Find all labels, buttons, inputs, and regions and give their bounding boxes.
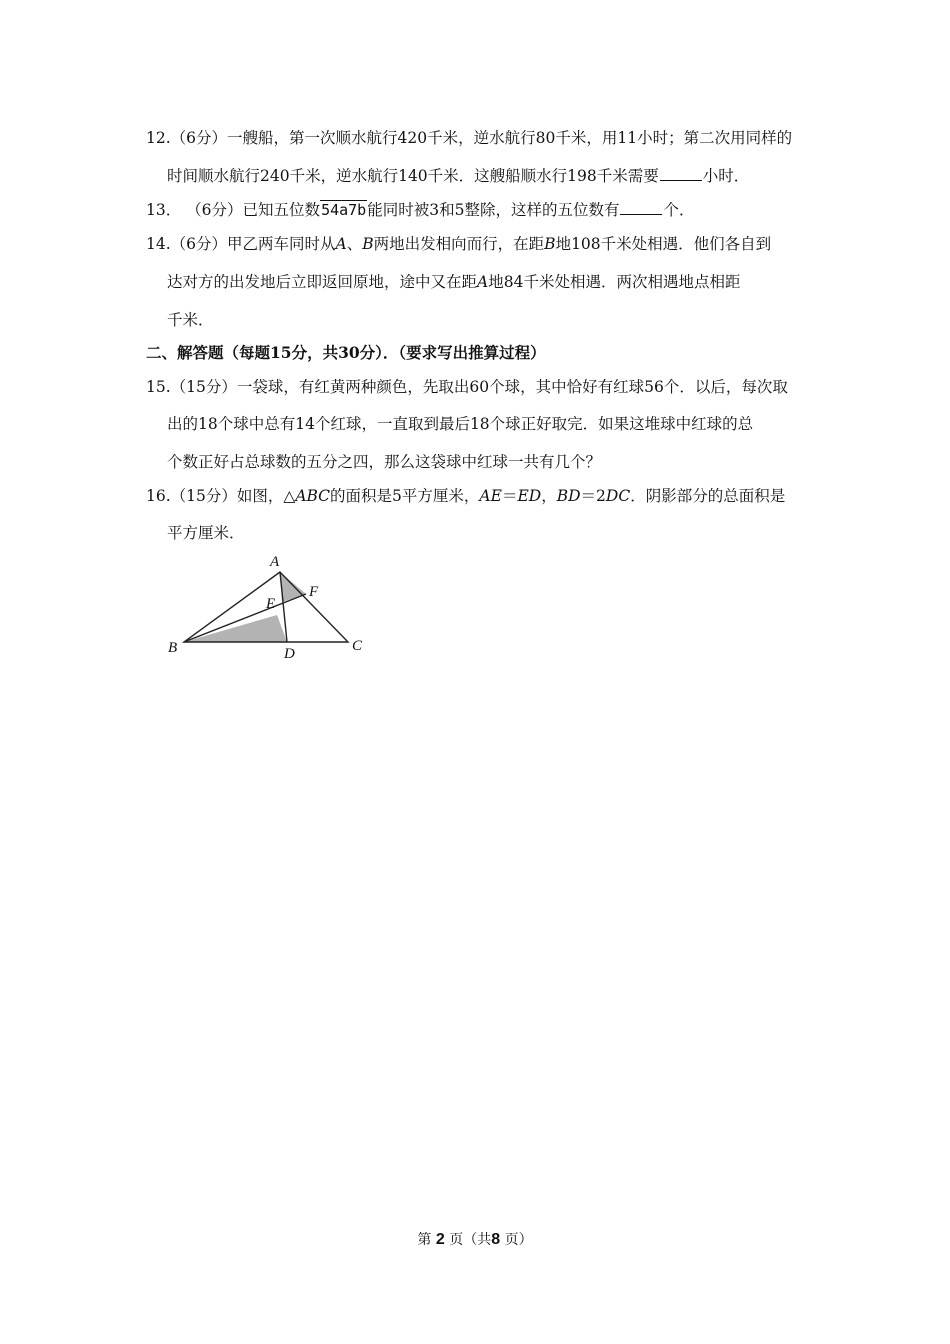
answer-blank	[660, 166, 702, 181]
label-a: A	[270, 554, 280, 570]
question-14-line-3: 千米．	[167, 311, 214, 329]
question-15-line-3: 个数正好占总球数的五分之四，那么这袋球中红球一共有几个？	[167, 453, 602, 471]
label-e: E	[266, 596, 276, 612]
label-d: D	[284, 646, 295, 662]
question-12-line-2: 时间顺水航行240千米，逆水航行140千米．这艘船顺水行198千米需要 小时．	[167, 167, 750, 185]
question-16-line-2: 平方厘米．	[167, 524, 245, 542]
section-heading: 二、解答题（每题15分，共30分）．（要求写出推算过程）	[146, 343, 546, 362]
five-digit-number: 54a7b	[321, 201, 367, 219]
label-c: C	[352, 638, 363, 654]
label-b: B	[168, 640, 178, 656]
page-footer: 第 2 页（共8 页）	[417, 1231, 533, 1248]
page-number: 2	[435, 1231, 445, 1248]
question-14-line-1: 14.（6分）甲乙两车同时从A、B两地出发相向而行，在距B地108千米处相遇．他们各自到	[146, 235, 772, 253]
question-15-line-2: 出的18个球中总有14个红球，一直取到最后18个球正好取完．如果这堆球中红球的总	[167, 415, 754, 433]
answer-blank	[620, 200, 662, 215]
question-13: 13． （6分）已知五位数54a7b能同时被3和5整除，这样的五位数有 个．	[146, 201, 695, 219]
question-14-line-2: 达对方的出发地后立即返回原地，途中又在距A地84千米处相遇．两次相遇地点相距	[167, 273, 741, 291]
triangle-figure	[160, 550, 375, 665]
question-16-line-1: 16.（15分）如图，△ABC的面积是5平方厘米，AE＝ED，BD＝2DC．阴影部分的总面积是	[146, 487, 786, 505]
shaded-region-bed	[184, 615, 287, 642]
question-15-line-1: 15.（15分）一袋球，有红黄两种颜色，先取出60个球，其中恰好有红球56个．以后，每次取	[146, 378, 788, 396]
label-f: F	[309, 584, 319, 600]
total-pages: 8	[491, 1231, 501, 1248]
question-12-line-1: 12.（6分）一艘船，第一次顺水航行420千米，逆水航行80千米，用11小时；第二次用同样的	[146, 129, 793, 147]
